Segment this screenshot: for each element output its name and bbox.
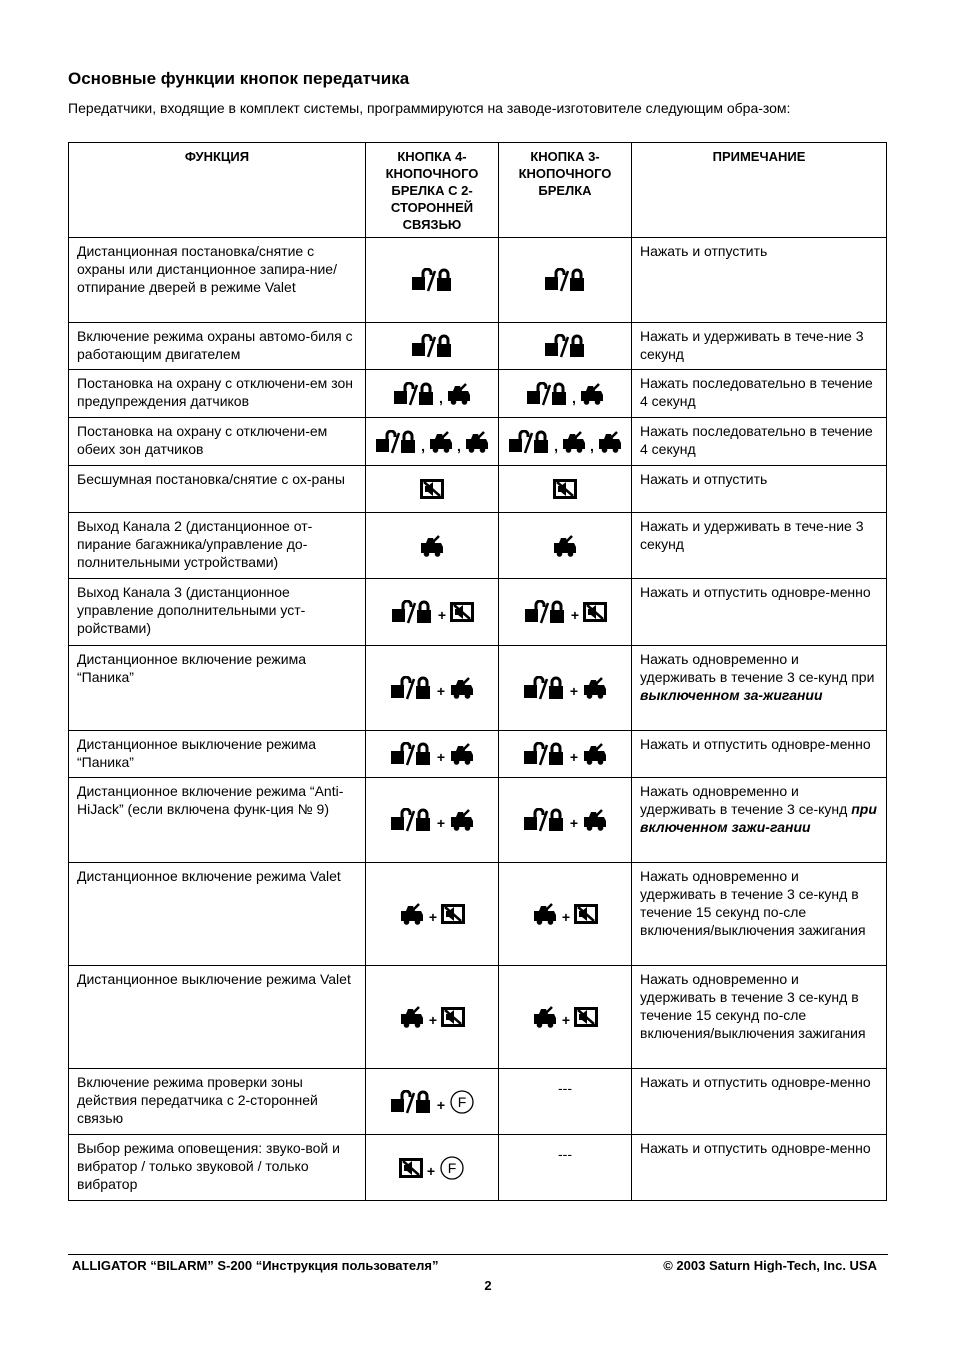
not-available-dash: --- [558,1080,572,1096]
note-cell [632,863,887,966]
note-cell [632,731,887,778]
key-combo [522,808,608,832]
note-text: Нажать и отпустить [640,471,768,487]
function-cell: Дистанционное выключение режима Valet [69,966,366,1069]
note-cell [632,238,887,323]
table-row [69,863,887,966]
lock-unlock-icon [507,430,551,454]
plus-separator: + [436,749,446,765]
button4-cell [366,418,499,466]
button4-cell [366,1069,499,1135]
note-cell [632,1069,887,1135]
function-cell: Постановка на охрану с отключени-ем обеих зон датчиков [69,418,366,466]
lock-unlock-icon [389,742,433,766]
table-row [69,323,887,370]
silent-icon [583,601,607,623]
key-combo [552,534,578,558]
table-row [69,466,887,513]
note-cell [632,778,887,863]
silent-icon [420,478,444,500]
table-row [69,646,887,731]
trunk-icon [532,1005,558,1029]
button3-cell [499,731,632,778]
button3-cell [499,1069,632,1135]
note-text: Нажать и отпустить [640,243,768,259]
plus-separator: + [569,683,579,699]
lock-unlock-icon [522,742,566,766]
note-text: Нажать и отпустить одновре-менно [640,1074,871,1090]
plus-separator: + [561,1012,571,1028]
note-cell [632,323,887,370]
not-available-dash: --- [558,1146,572,1162]
lock-unlock-icon [522,808,566,832]
key-combo [399,902,465,926]
page-title: Основные функции кнопок передатчика [68,69,410,88]
note-cell [632,579,887,646]
plus-separator: + [426,1162,436,1179]
comma-separator: , [421,437,425,454]
key-combo [410,334,454,358]
lock-unlock-icon [525,382,569,406]
key-combo [532,1005,598,1029]
note-cell [632,466,887,513]
table-row [69,966,887,1069]
button3-cell [499,370,632,418]
function-cell: Выход Канала 3 (дистанционное управление дополнительными уст-ройствами) [69,579,366,646]
button3-cell [499,238,632,323]
table-row [69,579,887,646]
note-text: Нажать и удерживать в тече-ние 3 секунд [640,518,864,552]
note-emphasis: выключенном за-жигании [640,687,823,703]
trunk-icon [579,382,605,406]
trunk-icon [449,676,475,700]
button4-cell [366,646,499,731]
table-row [69,731,887,778]
function-cell: Дистанционное включение режима Valet [69,863,366,966]
plus-separator: + [570,607,580,623]
button4-cell [366,731,499,778]
key-combo [410,268,454,292]
plus-separator: + [436,683,446,699]
functions-table [68,142,887,1201]
button3-cell [499,466,632,513]
table-row [69,778,887,863]
button3-cell [499,778,632,863]
key-combo [399,1005,465,1029]
lock-unlock-icon [410,334,454,358]
f-button-icon [439,1155,465,1181]
note-text: Нажать и удерживать в тече-ние 3 секунд [640,328,864,362]
note-text: Нажать и отпустить одновре-менно [640,584,871,600]
trunk-icon [419,534,445,558]
plus-separator: + [436,815,446,831]
function-cell: Выбор режима оповещения: звуко-вой и вибратор / только звуковой / только вибратор [69,1135,366,1201]
lock-unlock-icon [374,430,418,454]
silent-icon [450,601,474,623]
table-row [69,238,887,323]
button3-cell [499,323,632,370]
table-row [69,1135,887,1201]
button4-cell [366,466,499,513]
key-combo [525,381,605,407]
button3-cell [499,1135,632,1201]
svg-text:F: F [457,1093,467,1110]
key-combo [389,808,475,832]
svg-text:F: F [447,1159,457,1176]
table-row [69,370,887,418]
trunk-icon [582,808,608,832]
note-cell [632,966,887,1069]
key-combo [389,1089,475,1115]
lock-unlock-icon [543,334,587,358]
table-row [69,513,887,579]
trunk-icon [399,1005,425,1029]
button4-cell [366,778,499,863]
function-cell: Бесшумная постановка/снятие с ох-раны [69,466,366,513]
f-button-icon [449,1089,475,1115]
table-row [69,1069,887,1135]
silent-icon [574,903,598,925]
key-combo [532,902,598,926]
note-emphasis: при включенном зажи-гании [640,801,877,835]
note-text: Нажать и отпустить одновре-менно [640,736,871,752]
lock-unlock-icon [389,676,433,700]
key-combo [374,429,490,455]
button4-cell [366,579,499,646]
trunk-icon [428,430,454,454]
note-text: Нажать одновременно и удерживать в течение 3 се-кунд в течение 15 секунд по-сле включения/выключения зажигания [640,868,866,938]
comma-separator: , [572,389,576,406]
button3-cell [499,579,632,646]
key-combo [392,381,472,407]
footer-left: ALLIGATOR “BILARM” S-200 “Инструкция пользователя” [72,1258,439,1273]
lock-unlock-icon [390,600,434,624]
trunk-icon [464,430,490,454]
lock-unlock-icon [543,268,587,292]
key-combo [399,1155,465,1181]
trunk-icon [597,430,623,454]
table-row [69,418,887,466]
note-cell [632,513,887,579]
function-cell: Выход Канала 2 (дистанционное от-пирание багажника/управление до-полнительными устройствами) [69,513,366,579]
comma-separator: , [439,389,443,406]
header-button3: КНОПКА 3-КНОПОЧНОГО БРЕЛКА [499,143,632,238]
note-text: Нажать последовательно в течение 4 секунд [640,375,873,409]
trunk-icon [561,430,587,454]
footer-rule [68,1254,888,1255]
plus-separator: + [437,607,447,623]
function-cell: Дистанционное включение режима “Anti-HiJack” (если включена функ-ция № 9) [69,778,366,863]
trunk-icon [449,742,475,766]
trunk-icon [582,742,608,766]
key-combo [389,676,475,700]
plus-separator: + [428,909,438,925]
key-combo [522,742,608,766]
table-body [69,238,887,1201]
key-combo [390,600,474,624]
note-text: Нажать одновременно и удерживать в течение 3 се-кунд в течение 15 секунд по-сле включения/выключения зажигания [640,971,866,1041]
silent-icon [553,478,577,500]
trunk-icon [399,902,425,926]
button3-cell [499,863,632,966]
trunk-icon [552,534,578,558]
silent-icon [399,1157,423,1179]
button3-cell [499,646,632,731]
key-combo [420,478,444,500]
comma-separator: , [554,437,558,454]
key-combo [543,268,587,292]
trunk-icon [582,676,608,700]
button3-cell [499,513,632,579]
plus-separator: + [569,815,579,831]
key-combo [553,478,577,500]
function-cell: Дистанционное включение режима “Паника” [69,646,366,731]
note-text: Нажать последовательно в течение 4 секунд [640,423,873,457]
key-combo [543,334,587,358]
lock-unlock-icon [389,808,433,832]
button4-cell [366,238,499,323]
comma-separator: , [590,437,594,454]
lock-unlock-icon [523,600,567,624]
button3-cell [499,966,632,1069]
button4-cell [366,513,499,579]
function-cell: Дистанционное выключение режима “Паника” [69,731,366,778]
function-cell: Включение режима проверки зоны действия передатчика с 2-сторонней связью [69,1069,366,1135]
header-function: ФУНКЦИЯ [69,143,366,238]
key-combo [507,429,623,455]
button4-cell [366,323,499,370]
note-cell [632,418,887,466]
key-combo [523,600,607,624]
silent-icon [441,903,465,925]
plus-separator: + [569,749,579,765]
button4-cell [366,1135,499,1201]
button4-cell [366,863,499,966]
plus-separator: + [561,909,571,925]
button4-cell [366,370,499,418]
plus-separator: + [428,1012,438,1028]
button3-cell [499,418,632,466]
header-button4: КНОПКА 4-КНОПОЧНОГО БРЕЛКА С 2-СТОРОННЕЙ СВЯЗЬЮ [366,143,499,238]
function-cell: Постановка на охрану с отключени-ем зон предупреждения датчиков [69,370,366,418]
intro-paragraph: Передатчики, входящие в комплект системы, программируются на заводе-изготовителе следующим обра-зом: [68,100,791,116]
trunk-icon [446,382,472,406]
comma-separator: , [457,437,461,454]
lock-unlock-icon [392,382,436,406]
note-cell [632,646,887,731]
table-header-row [69,143,887,238]
trunk-icon [532,902,558,926]
button4-cell [366,966,499,1069]
key-combo [419,534,445,558]
key-combo [522,676,608,700]
function-cell: Включение режима охраны автомо-биля с работающим двигателем [69,323,366,370]
note-cell [632,1135,887,1201]
silent-icon [574,1006,598,1028]
note-cell [632,370,887,418]
note-text: Нажать одновременно и удерживать в течение 3 се-кунд при [640,651,875,685]
page-number: 2 [484,1278,492,1293]
header-note: ПРИМЕЧАНИЕ [632,143,887,238]
silent-icon [441,1006,465,1028]
note-text: Нажать и отпустить одновре-менно [640,1140,871,1156]
footer-right: © 2003 Saturn High-Tech, Inc. USA [663,1258,877,1273]
lock-unlock-icon [410,268,454,292]
lock-unlock-icon [522,676,566,700]
plus-separator: + [436,1096,446,1113]
note-text: Нажать одновременно и удерживать в течение 3 се-кунд [640,783,852,817]
lock-unlock-icon [389,1090,433,1114]
trunk-icon [449,808,475,832]
key-combo [389,742,475,766]
function-cell: Дистанционная постановка/снятие с охраны или дистанционное запира-ние/отпирание дверей в режиме Valet [69,238,366,323]
